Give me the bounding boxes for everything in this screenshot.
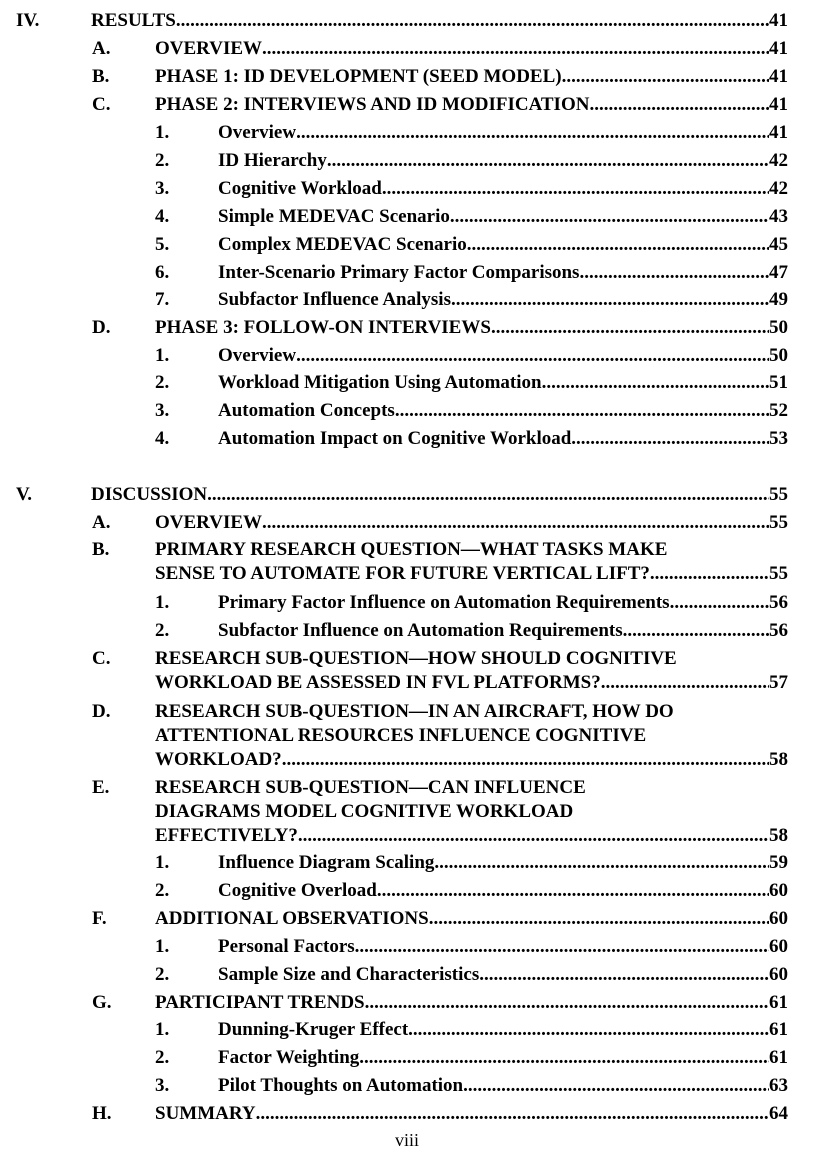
dot-leader	[491, 316, 769, 340]
toc-entry-title: WORKLOAD?	[155, 749, 282, 770]
toc-entry-body	[155, 511, 788, 535]
toc-entry-line	[218, 963, 788, 987]
toc-entry-number: 3.	[155, 178, 170, 199]
toc-entry-line	[218, 935, 788, 959]
toc-entry-page: 53	[769, 428, 788, 449]
toc-entry-title: PHASE 2: INTERVIEWS AND ID MODIFICATION	[155, 94, 590, 115]
dot-leader	[176, 9, 769, 33]
toc-entry-title: Factor Weighting	[218, 1047, 360, 1068]
toc-entry-number: 5.	[155, 234, 170, 255]
dot-leader	[450, 205, 769, 229]
toc-entry-page: 41	[769, 38, 788, 59]
toc-entry-body	[218, 205, 788, 229]
dot-leader	[355, 935, 769, 959]
toc-entry-title: Overview	[218, 345, 297, 366]
dot-leader	[451, 288, 769, 312]
toc-entry-line	[155, 991, 788, 1015]
toc-entry-line	[218, 851, 788, 875]
dot-leader	[467, 233, 769, 257]
toc-entry-number: 1.	[155, 592, 170, 613]
toc-entry-body	[218, 261, 788, 285]
toc-entry-line	[155, 1102, 788, 1126]
toc-entry-number: A.	[92, 38, 111, 59]
toc-entry-line	[218, 371, 788, 395]
toc-entry-body	[218, 121, 788, 145]
toc-entry-number: 7.	[155, 289, 170, 310]
toc-entry-title: Automation Concepts	[218, 400, 395, 421]
toc-entry-title: Dunning-Kruger Effect	[218, 1019, 409, 1040]
toc-entry-page: 61	[769, 1047, 788, 1068]
toc-entry-number: 4.	[155, 428, 170, 449]
dot-leader	[256, 1102, 769, 1126]
toc-entry-title: Cognitive Overload	[218, 880, 377, 901]
toc-entry-line: RESEARCH SUB-QUESTION—IN AN AIRCRAFT, HOW DO	[155, 701, 674, 722]
toc-entry-page: 51	[769, 372, 788, 393]
dot-leader	[365, 991, 769, 1015]
toc-entry-number: D.	[92, 317, 111, 338]
toc-entry-title: Simple MEDEVAC Scenario	[218, 206, 450, 227]
toc-entry-page: 58	[769, 749, 788, 770]
toc-entry-page: 56	[769, 620, 788, 641]
toc-entry-body	[218, 344, 788, 368]
toc-entry-line	[155, 511, 788, 535]
toc-entry-body	[218, 427, 788, 451]
toc-entry-body	[155, 316, 788, 340]
toc-entry-body	[155, 907, 788, 931]
toc-entry-title: EFFECTIVELY?	[155, 825, 298, 846]
toc-entry-body	[218, 935, 788, 959]
toc-entry-page: 43	[769, 206, 788, 227]
toc-entry-line	[218, 591, 788, 615]
toc-entry-body	[218, 399, 788, 423]
toc-entry-number: C.	[92, 648, 111, 669]
toc-entry-title: OVERVIEW	[155, 512, 263, 533]
toc-entry-line: RESEARCH SUB-QUESTION—CAN INFLUENCE	[155, 777, 586, 798]
dot-leader	[262, 511, 769, 535]
toc-entry-number: 2.	[155, 880, 170, 901]
toc-entry-body	[155, 65, 788, 89]
toc-entry-number: H.	[92, 1103, 112, 1124]
toc-entry-line	[155, 671, 788, 695]
toc-entry-page: 41	[769, 66, 788, 87]
dot-leader	[296, 121, 769, 145]
toc-entry-body	[218, 1018, 788, 1042]
toc-entry-page: 42	[769, 178, 788, 199]
toc-entry-line	[91, 483, 788, 507]
dot-leader	[670, 591, 769, 615]
toc-entry-title: Primary Factor Influence on Automation Requirements	[218, 592, 670, 613]
toc-entry-number: D.	[92, 701, 111, 722]
toc-entry-page: 60	[769, 880, 788, 901]
toc-entry-body	[218, 288, 788, 312]
toc-entry-number: 1.	[155, 936, 170, 957]
toc-entry-title: WORKLOAD BE ASSESSED IN FVL PLATFORMS?	[155, 672, 601, 693]
toc-entry-body	[155, 1102, 788, 1126]
dot-leader	[359, 1046, 769, 1070]
dot-leader	[579, 261, 769, 285]
toc-entry-title: ID Hierarchy	[218, 150, 327, 171]
dot-leader	[298, 824, 769, 848]
toc-entry-number: C.	[92, 94, 111, 115]
toc-entry-page: 42	[769, 150, 788, 171]
toc-entry-page: 61	[769, 1019, 788, 1040]
toc-entry-number: B.	[92, 539, 110, 560]
toc-entry-title: OVERVIEW	[155, 38, 263, 59]
toc-entry-body	[218, 1046, 788, 1070]
toc-entry-body	[155, 700, 788, 772]
dot-leader	[429, 907, 769, 931]
toc-entry-number: 2.	[155, 372, 170, 393]
toc-entry-page: 59	[769, 852, 788, 873]
dot-leader	[479, 963, 769, 987]
toc-entry-line: PRIMARY RESEARCH QUESTION—WHAT TASKS MAKE	[155, 539, 668, 560]
dot-leader	[562, 65, 769, 89]
dot-leader	[382, 177, 769, 201]
dot-leader	[650, 562, 769, 586]
toc-entry-number: 1.	[155, 1019, 170, 1040]
dot-leader	[589, 93, 769, 117]
toc-entry-body	[155, 647, 788, 695]
dot-leader	[434, 851, 769, 875]
toc-entry-number: 4.	[155, 206, 170, 227]
toc-entry-title: Inter-Scenario Primary Factor Comparisons	[218, 262, 580, 283]
toc-entry-title: Sample Size and Characteristics	[218, 964, 480, 985]
toc-entry-line	[155, 748, 788, 772]
dot-leader	[207, 483, 769, 507]
toc-entry-line	[218, 1046, 788, 1070]
toc-entry-body	[218, 177, 788, 201]
toc-entry-body	[218, 879, 788, 903]
toc-entry-title: Workload Mitigation Using Automation	[218, 372, 542, 393]
toc-entry-title: ADDITIONAL OBSERVATIONS	[155, 908, 429, 929]
toc-entry-title: SENSE TO AUTOMATE FOR FUTURE VERTICAL LIFT?	[155, 563, 650, 584]
toc-entry-line	[155, 562, 788, 586]
page-number: viii	[394, 1130, 419, 1150]
toc-entry-line	[218, 261, 788, 285]
toc-entry-number: E.	[92, 777, 110, 798]
toc-entry-page: 55	[769, 484, 788, 505]
toc-entry-page: 60	[769, 936, 788, 957]
toc-entry-body	[218, 371, 788, 395]
toc-entry-page: 55	[769, 512, 788, 533]
toc-entry-page: 61	[769, 992, 788, 1013]
toc-entry-line	[218, 399, 788, 423]
toc-entry-number: 2.	[155, 620, 170, 641]
toc-entry-line	[218, 879, 788, 903]
toc-entry-number: 2.	[155, 150, 170, 171]
toc-entry-page: 50	[769, 345, 788, 366]
toc-entry-page: 41	[769, 10, 788, 31]
dot-leader	[542, 371, 769, 395]
toc-entry-line	[155, 316, 788, 340]
toc-entry-title: SUMMARY	[155, 1103, 256, 1124]
toc-entry-number: 1.	[155, 852, 170, 873]
toc-entry-page: 60	[769, 964, 788, 985]
toc-entry-title: PHASE 1: ID DEVELOPMENT (SEED MODEL)	[155, 66, 562, 87]
dot-leader	[571, 427, 769, 451]
dot-leader	[601, 671, 769, 695]
toc-entry-line	[155, 93, 788, 117]
toc-entry-line	[218, 233, 788, 257]
toc-entry-number: 1.	[155, 345, 170, 366]
toc-entry-number: IV.	[16, 10, 40, 31]
toc-entry-page: 57	[769, 672, 788, 693]
toc-entry-page: 55	[769, 563, 788, 584]
toc-entry-line	[218, 177, 788, 201]
toc-entry-line: ATTENTIONAL RESOURCES INFLUENCE COGNITIVE	[155, 725, 647, 746]
toc-entry-line	[218, 427, 788, 451]
toc-entry-body	[218, 851, 788, 875]
toc-entry-line: DIAGRAMS MODEL COGNITIVE WORKLOAD	[155, 801, 574, 822]
toc-entry-body	[218, 963, 788, 987]
toc-entry-title: Cognitive Workload	[218, 178, 382, 199]
toc-entry-page: 63	[769, 1075, 788, 1096]
toc-entry-line	[218, 149, 788, 173]
dot-leader	[623, 619, 769, 643]
toc-entry-line	[155, 824, 788, 848]
toc-entry-page: 45	[769, 234, 788, 255]
toc-entry-title: Personal Factors	[218, 936, 355, 957]
toc-entry-number: V.	[16, 484, 33, 505]
toc-entry-body	[155, 991, 788, 1015]
toc-entry-body	[218, 149, 788, 173]
toc-entry-number: 3.	[155, 400, 170, 421]
toc-entry-title: RESULTS	[91, 10, 176, 31]
toc-entry-page: 52	[769, 400, 788, 421]
toc-entry-body	[155, 37, 788, 61]
toc-entry-page: 41	[769, 122, 788, 143]
toc-entry-number: 2.	[155, 964, 170, 985]
toc-entry-line	[218, 205, 788, 229]
toc-entry-body	[218, 591, 788, 615]
toc-entry-body	[218, 1074, 788, 1098]
toc-entry-page: 56	[769, 592, 788, 613]
toc-entry-line	[155, 907, 788, 931]
toc-entry-line	[218, 344, 788, 368]
toc-entry-page: 58	[769, 825, 788, 846]
dot-leader	[327, 149, 769, 173]
toc-entry-line	[218, 121, 788, 145]
toc-entry-body	[91, 483, 788, 507]
toc-entry-title: Influence Diagram Scaling	[218, 852, 435, 873]
toc-entry-title: PARTICIPANT TRENDS	[155, 992, 365, 1013]
toc-entry-body	[155, 538, 788, 586]
toc-entry-title: DISCUSSION	[91, 484, 208, 505]
toc-entry-title: Automation Impact on Cognitive Workload	[218, 428, 572, 449]
toc-entry-number: 2.	[155, 1047, 170, 1068]
toc-entry-line	[155, 37, 788, 61]
toc-entry-line: RESEARCH SUB-QUESTION—HOW SHOULD COGNITIVE	[155, 648, 677, 669]
toc-entry-number: 1.	[155, 122, 170, 143]
toc-entry-line	[218, 1074, 788, 1098]
toc-entry-line	[218, 619, 788, 643]
toc-entry-body	[91, 9, 788, 33]
toc-entry-body	[155, 776, 788, 848]
toc-entry-title: Subfactor Influence on Automation Requirements	[218, 620, 623, 641]
toc-entry-page: 49	[769, 289, 788, 310]
toc-entry-number: 6.	[155, 262, 170, 283]
dot-leader	[395, 399, 769, 423]
toc-entry-title: Pilot Thoughts on Automation	[218, 1075, 464, 1096]
dot-leader	[262, 37, 769, 61]
toc-entry-title: Subfactor Influence Analysis	[218, 289, 451, 310]
toc-entry-number: 3.	[155, 1075, 170, 1096]
toc-entry-line	[155, 65, 788, 89]
toc-entry-number: A.	[92, 512, 111, 533]
dot-leader	[463, 1074, 769, 1098]
toc-entry-title: Overview	[218, 122, 297, 143]
toc-entry-line	[91, 9, 788, 33]
toc-entry-body	[218, 619, 788, 643]
dot-leader	[377, 879, 769, 903]
toc-entry-page: 47	[769, 262, 788, 283]
toc-entry-line	[218, 1018, 788, 1042]
dot-leader	[282, 748, 769, 772]
toc-entry-body	[155, 93, 788, 117]
dot-leader	[408, 1018, 769, 1042]
toc-entry-title: Complex MEDEVAC Scenario	[218, 234, 467, 255]
toc-entry-line	[218, 288, 788, 312]
toc-entry-page: 50	[769, 317, 788, 338]
toc-entry-page: 41	[769, 94, 788, 115]
toc-entry-number: F.	[92, 908, 107, 929]
toc-entry-page: 60	[769, 908, 788, 929]
toc-entry-number: B.	[92, 66, 110, 87]
dot-leader	[296, 344, 769, 368]
toc-entry-title: PHASE 3: FOLLOW-ON INTERVIEWS	[155, 317, 491, 338]
toc-entry-body	[218, 233, 788, 257]
toc-entry-number: G.	[92, 992, 112, 1013]
toc-entry-page: 64	[769, 1103, 788, 1124]
